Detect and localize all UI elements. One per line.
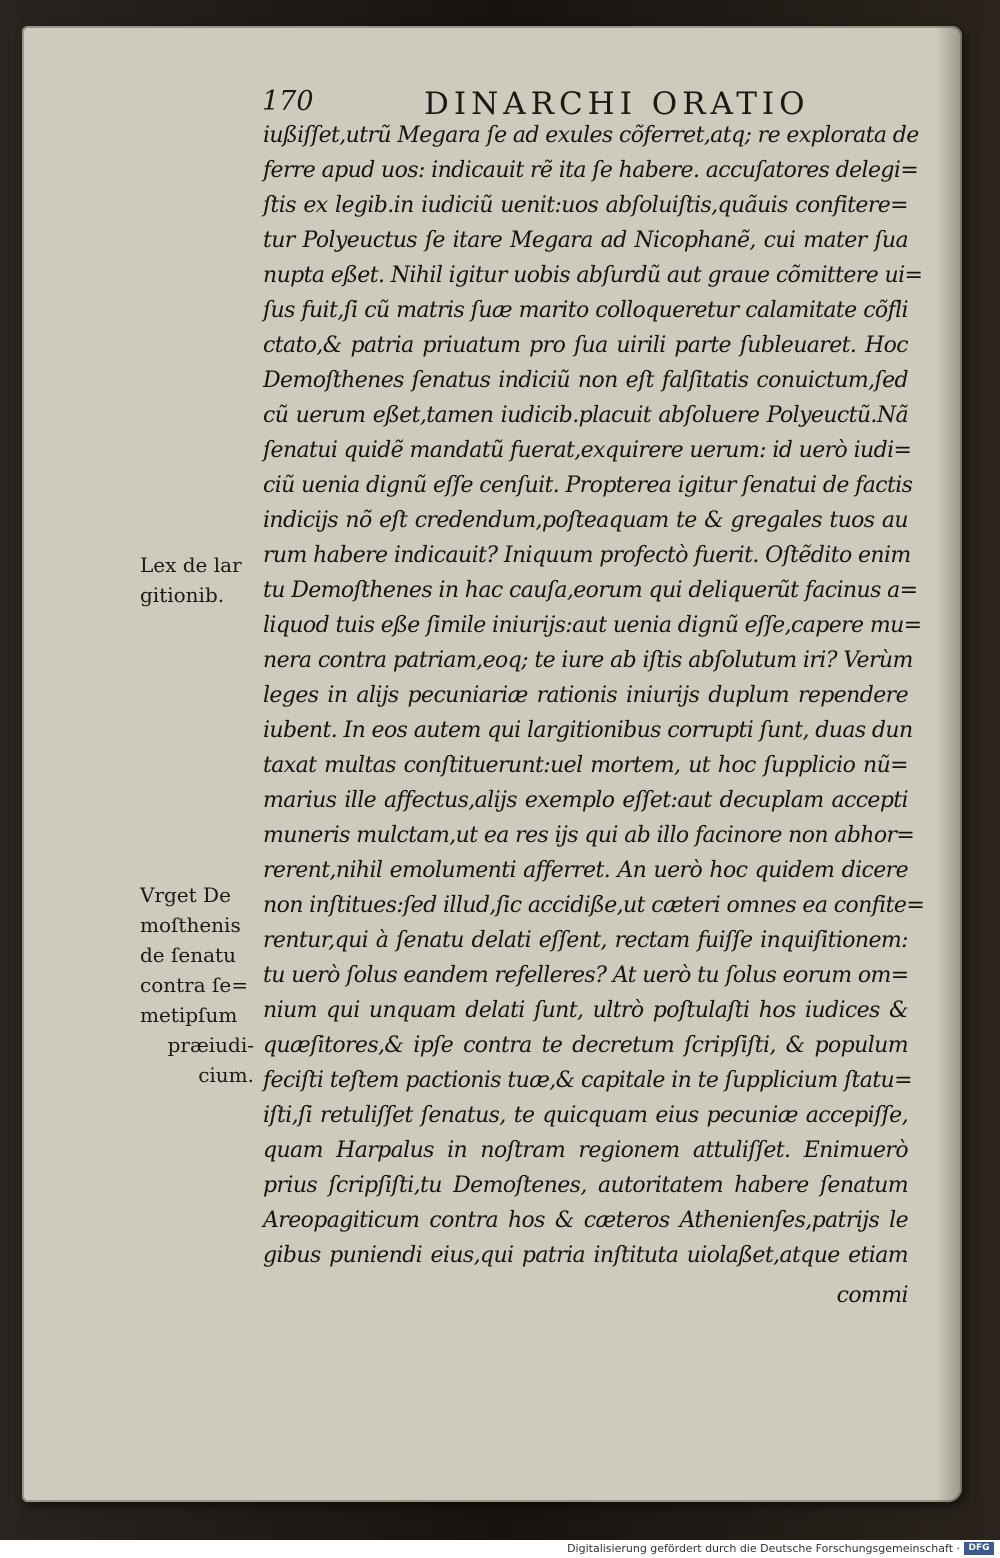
text-line: iußiſſet,utrũ Megara ſe ad exules cõferret,atq; re explorata de [263, 123, 919, 148]
margin-note-line: cium. [198, 1063, 254, 1087]
margin-note-largitionibus [140, 550, 254, 610]
text-line: ſtis ex legib.in iudiciũ uenit:uos abſoluiſtis,quãuis confitere= [263, 193, 908, 218]
page-gutter-shadow [936, 26, 962, 1502]
margin-note-line: præiudi- [167, 1033, 254, 1057]
digitization-footer [0, 1540, 1000, 1558]
text-line: rerent,nihil emolumenti afferret. An uerò hoc quidem dicere [263, 858, 908, 883]
text-line: ſenatui quidẽ mandatũ fuerat,exquirere uerum: id uerò iudi= [263, 438, 912, 463]
funding-credit: Digitalisierung gefördert durch die Deutsche Forschungsgemeinschaft · [567, 1542, 960, 1555]
text-line: prius ſcripſiſti,tu Demoſtenes, autoritatem habere ſenatum [263, 1173, 908, 1198]
margin-note-line: de ſenatu [140, 943, 236, 967]
text-line: leges in alijs pecuniariæ rationis iniurijs duplum rependere [263, 683, 908, 708]
text-line: rum habere indicauit? Iniquum profectò fuerit. Oſtẽdito enim [263, 543, 911, 568]
text-line: tur Polyeuctus ſe itare Megara ad Nicophanẽ, cui mater ſua [263, 228, 908, 253]
text-line: rentur,qui à ſenatu delati eſſent, rectam fuiſſe inquiſitionem: [263, 928, 908, 953]
text-line: marius ille affectus,alijs exemplo eſſet:aut decuplam accepti [263, 788, 908, 813]
page-number: 170 [262, 86, 314, 117]
text-line: Demoſthenes ſenatus indiciũ non eſt falſitatis conuictum,ſed [263, 368, 908, 393]
margin-note-line: Lex de lar [140, 553, 242, 577]
text-line: gibus puniendi eius,qui patria inſtituta uiolaßet,atque etiam [263, 1243, 908, 1268]
text-line: ſus fuit,ſi cũ matris ſuæ marito colloqueretur calamitate cõfli [263, 298, 908, 323]
text-line: quam Harpalus in noſtram regionem attuliſſet. Enimuerò [263, 1138, 908, 1163]
running-head: DINARCHI ORATIO [424, 86, 810, 122]
text-line: ferre apud uos: indicauit rẽ ita ſe habere. accuſatores delegi= [263, 158, 919, 183]
text-line: taxat multas conſtituerunt:uel mortem, ut hoc ſupplicio nũ= [263, 753, 908, 778]
dfg-logo-icon: DFG [964, 1542, 994, 1555]
text-line: iubent. In eos autem qui largitionibus corrupti ſunt, duas dun [263, 718, 913, 743]
text-line: nera contra patriam,eoq; te iure ab iſtis abſolutum iri? Verùm [263, 648, 913, 673]
text-line: muneris mulctam,ut ea res ijs qui ab illo facinore non abhor= [263, 823, 915, 848]
text-line: tu uerò ſolus eandem refelleres? At uerò tu ſolus eorum om= [263, 963, 909, 988]
text-line: cũ uerum eßet,tamen iudicib.placuit abſoluere Polyeuctũ.Nã [263, 403, 908, 428]
text-line: ciũ uenia dignũ eſſe cenſuit. Propterea igitur ſenatui de factis [263, 473, 913, 498]
margin-note-praeiudicium [140, 880, 254, 1090]
margin-note-line: Vrget De [140, 883, 231, 907]
text-line: feciſti teſtem pactionis tuæ,& capitale in te ſupplicium ſtatu= [263, 1068, 912, 1093]
text-line: iſti,ſi retuliſſet ſenatus, te quicquam eius pecuniæ accepiſſe, [263, 1103, 908, 1128]
text-line: nium qui unquam delati ſunt, ultrò poſtulaſti hos iudices & [263, 998, 908, 1023]
margin-note-line: moſthenis [140, 913, 241, 937]
text-line: Areopagiticum contra hos & cæteros Athenienſes,patrijs le [263, 1208, 908, 1233]
text-line: tu Demoſthenes in hac cauſa,eorum qui deliquerũt facinus a= [263, 578, 918, 603]
margin-note-line: metipſum [140, 1003, 238, 1027]
text-line: nupta eßet. Nihil igitur uobis abſurdũ aut graue cõmittere ui= [263, 263, 923, 288]
text-line: liquod tuis eße ſimile iniurijs:aut uenia dignũ eſſe,capere mu= [263, 613, 922, 638]
margin-note-line: gitionib. [140, 583, 225, 607]
margin-note-line: contra ſe= [140, 973, 248, 997]
text-line: ctato,& patria priuatum pro ſua uirili parte ſubleuaret. Hoc [263, 333, 908, 358]
catchword: commi [836, 1283, 908, 1308]
text-line: non inſtitues:ſed illud,ſic accidiße,ut cæteri omnes ea confite= [263, 893, 925, 918]
text-line: quæſitores,& ipſe contra te decretum ſcripſiſti, & populum [263, 1033, 908, 1058]
text-line: indicijs nõ eſt credendum,poſteaquam te & gregales tuos au [263, 508, 908, 533]
